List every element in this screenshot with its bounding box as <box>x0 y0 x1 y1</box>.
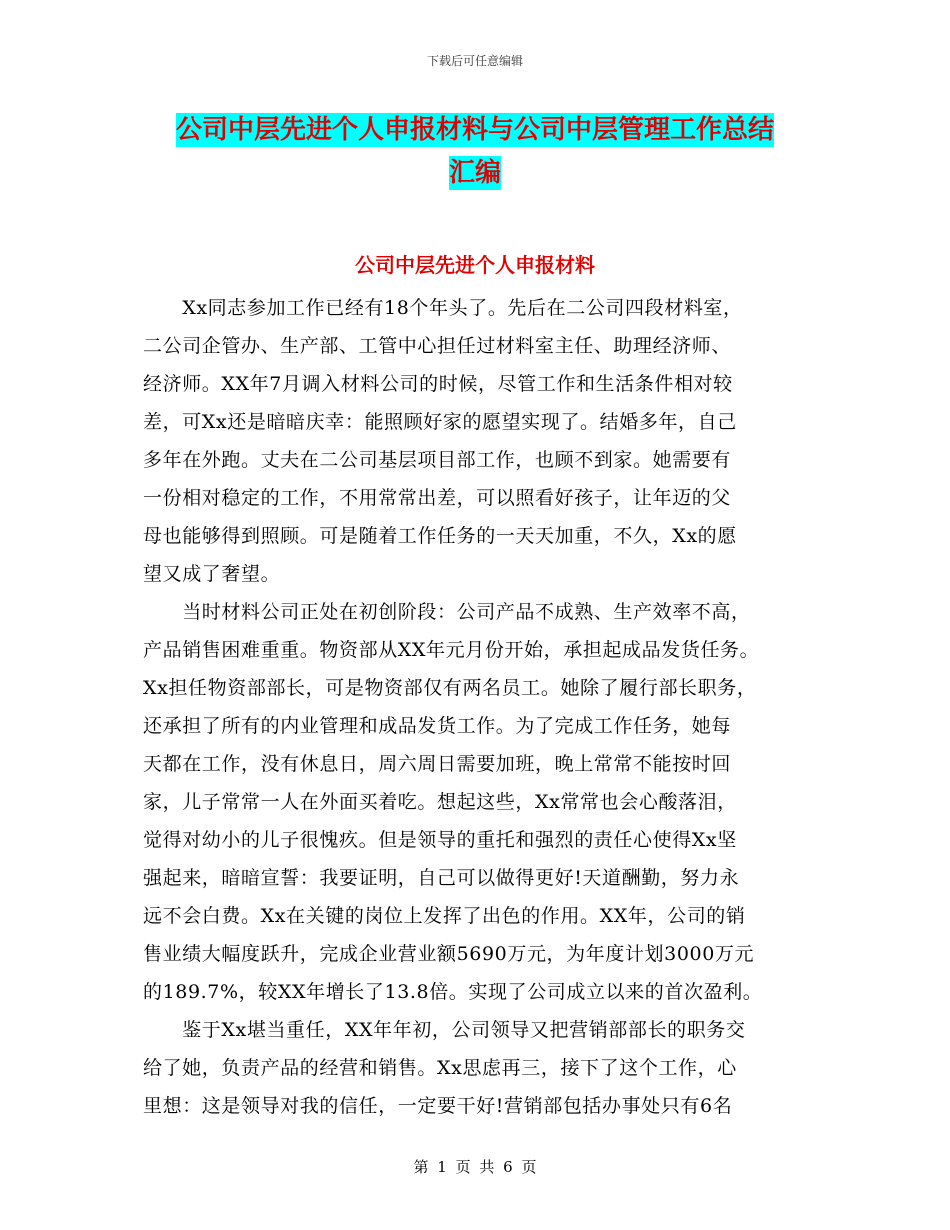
document-title-text-2: 汇编 <box>448 158 501 188</box>
body-line: Xx同志参加工作已经有18个年头了。先后在二公司四段材料室， <box>143 297 743 319</box>
body-line: 售业绩大幅度跃升，完成企业营业额5690万元，为年度计划3000万元 <box>143 943 755 965</box>
body-line: 里想：这是领导对我的信任，一定要干好!营销部包括办事处只有6名 <box>143 1095 733 1117</box>
body-line: Xx担任物资部部长，可是物资部仅有两名员工。她除了履行部长职务， <box>143 677 757 699</box>
body-line: 家，儿子常常一人在外面买着吃。想起这些，Xx常常也会心酸落泪， <box>143 791 737 813</box>
body-line: 天都在工作，没有休息日，周六周日需要加班，晚上常常不能按时回 <box>143 753 732 775</box>
body-line: 一份相对稳定的工作，不用常常出差，可以照看好孩子，让年迈的父 <box>143 487 732 509</box>
body-line: 远不会白费。Xx在关键的岗位上发挥了出色的作用。XX年，公司的销 <box>143 905 746 927</box>
body-line: 的189.7%，较XX年增长了13.8倍。实现了公司成立以来的首次盈利。 <box>143 981 763 1003</box>
section-title: 公司中层先进个人申报材料 <box>355 253 595 277</box>
body-line: 觉得对幼小的儿子很愧疚。但是领导的重托和强烈的责任心使得Xx坚 <box>143 829 737 851</box>
body-line: 给了她，负责产品的经营和销售。Xx思虑再三，接下了这个工作，心 <box>143 1057 737 1079</box>
body-line: 产品销售困难重重。物资部从XX年元月份开始，承担起成品发货任务。 <box>143 639 760 661</box>
body-line: 鉴于Xx堪当重任，XX年年初，公司领导又把营销部部长的职务交 <box>143 1019 746 1041</box>
body-line: 望又成了奢望。 <box>143 563 281 585</box>
document-title-text-1: 公司中层先进个人申报材料与公司中层管理工作总结 <box>175 115 774 145</box>
body-line: 强起来，暗暗宣誓：我要证明，自己可以做得更好!天道酬勤，努力永 <box>143 867 740 889</box>
body-line: 经济师。XX年7月调入材料公司的时候，尽管工作和生活条件相对较 <box>143 373 733 395</box>
document-title-line-2 <box>0 154 950 192</box>
page-footer: 第 1 页 共 6 页 <box>413 1158 537 1176</box>
body-line: 还承担了所有的内业管理和成品发货工作。为了完成工作任务，她每 <box>143 715 732 737</box>
body-line: 二公司企管办、生产部、工管中心担任过材料室主任、助理经济师、 <box>143 335 732 357</box>
body-line: 多年在外跑。丈夫在二公司基层项目部工作，也顾不到家。她需要有 <box>143 449 732 471</box>
body-line: 当时材料公司正处在初创阶段：公司产品不成熟、生产效率不高， <box>143 601 751 623</box>
document-title-line-1 <box>0 111 950 149</box>
header-note: 下载后可任意编辑 <box>426 54 523 68</box>
body-line: 差，可Xx还是暗暗庆幸：能照顾好家的愿望实现了。结婚多年，自己 <box>143 411 737 433</box>
body-line: 母也能够得到照顾。可是随着工作任务的一天天加重，不久，Xx的愿 <box>143 525 737 547</box>
